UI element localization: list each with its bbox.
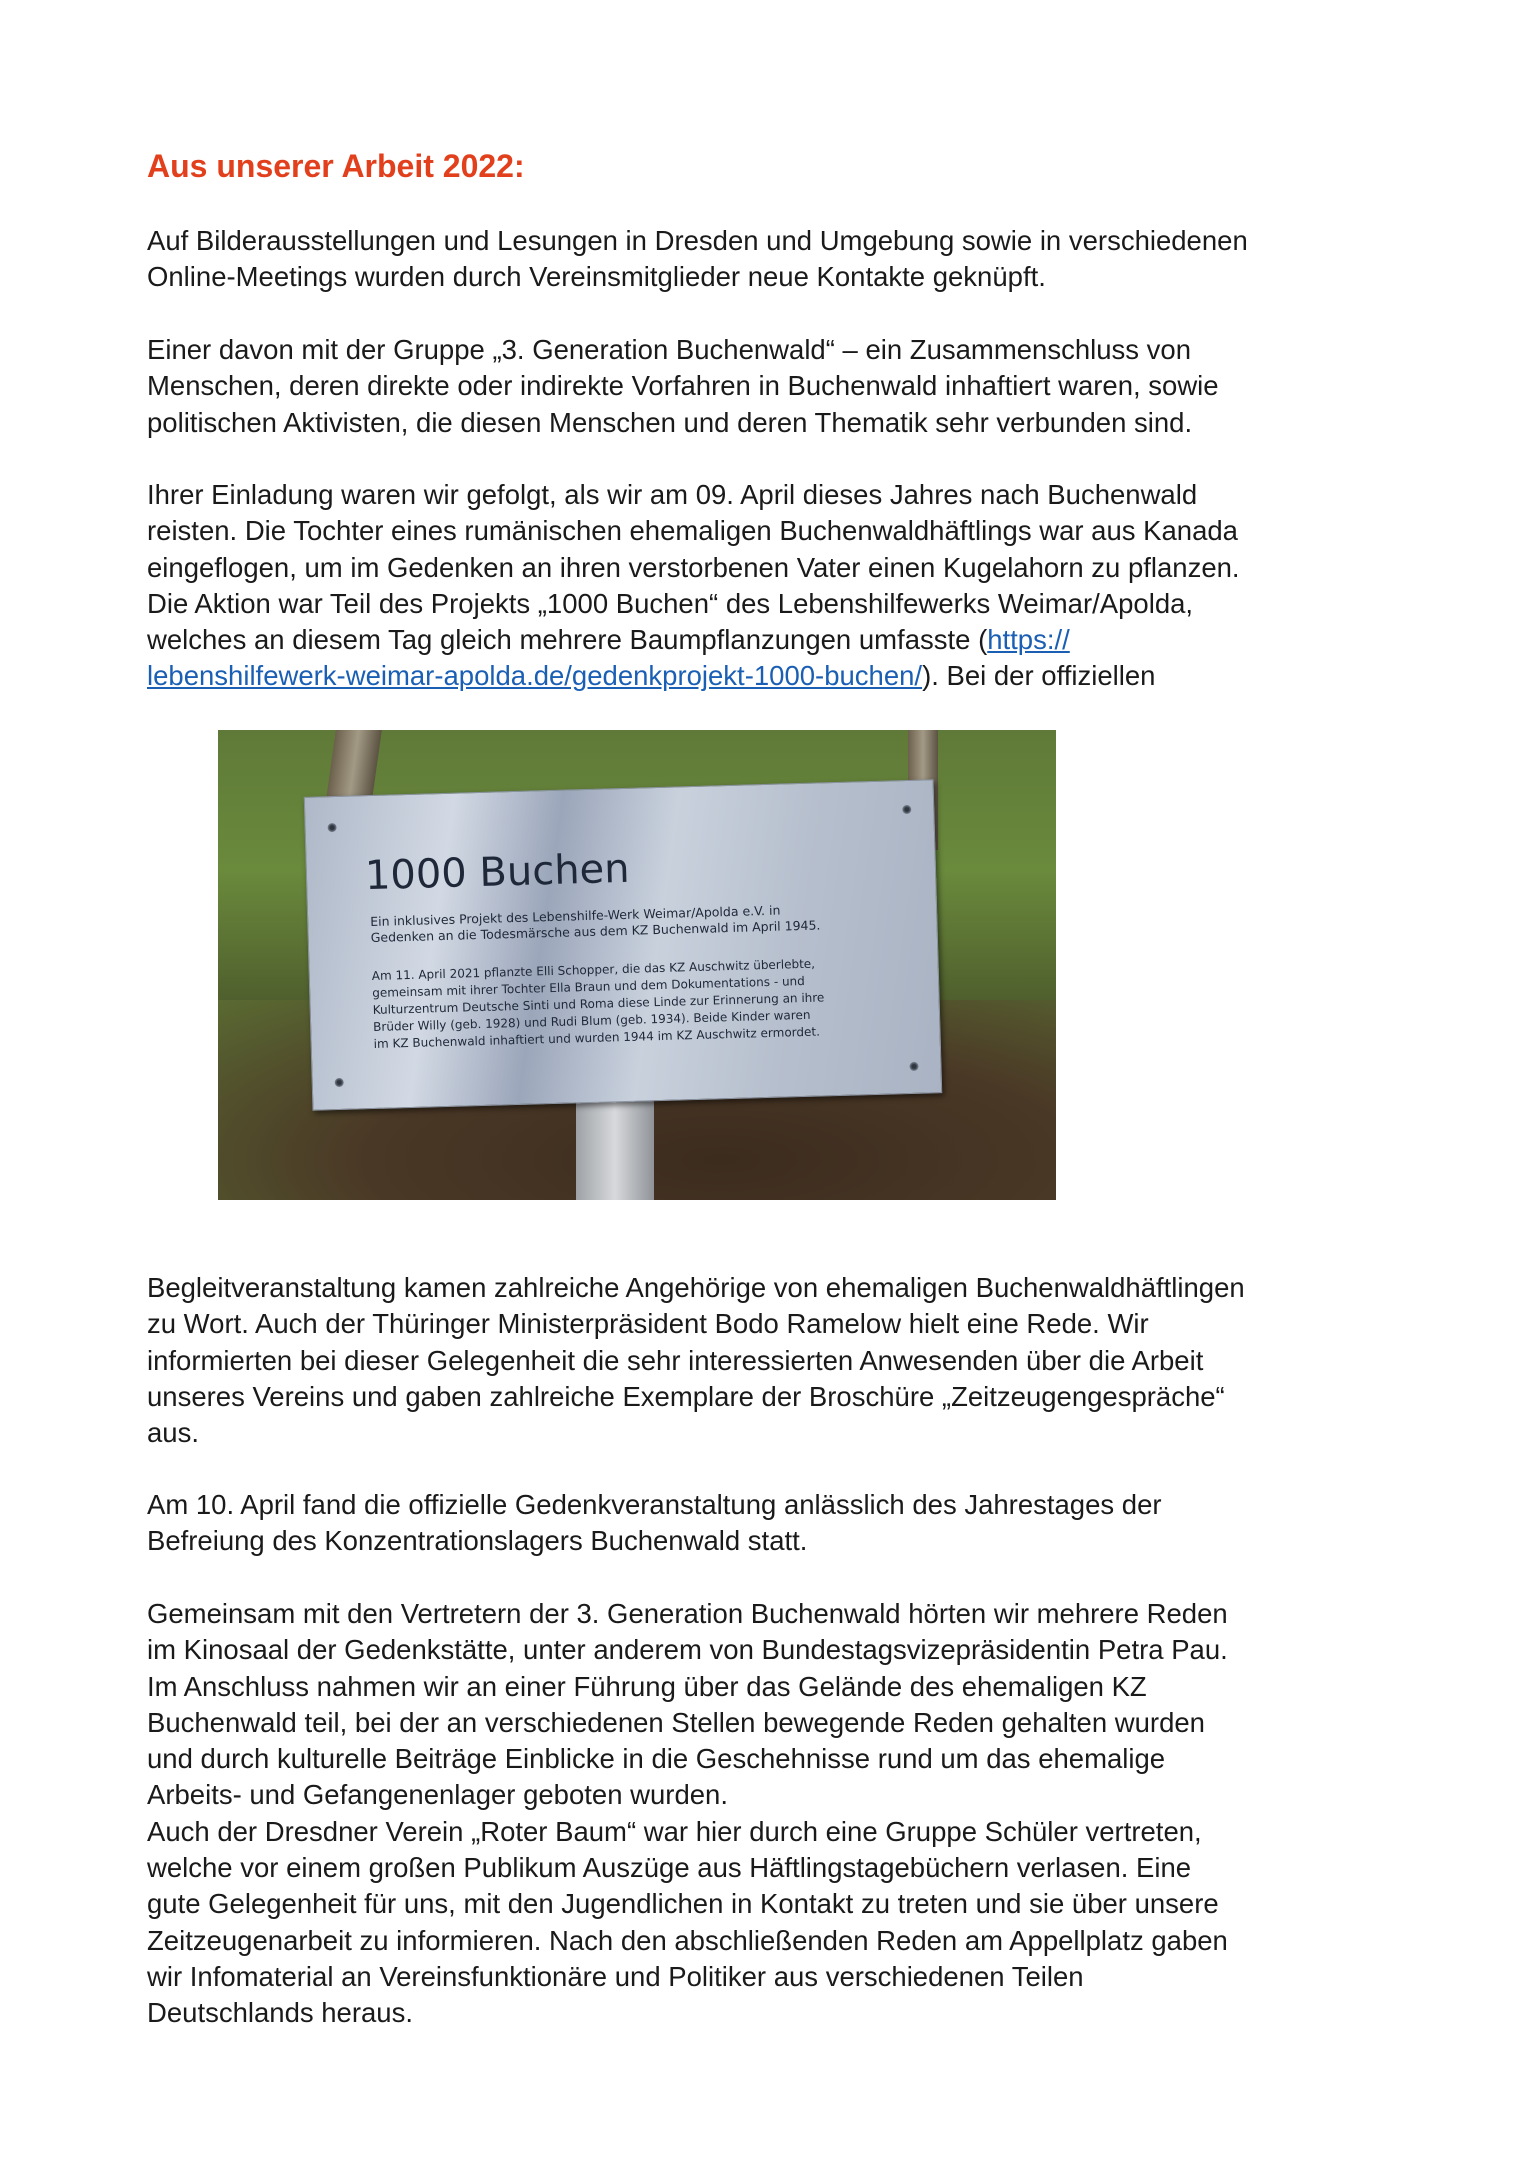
plaque-body: Am 11. April 2021 pflanzte Elli Schopper, die das KZ Auschwitz überlebte, gemeinsam mit ihrer Tochter Ella Braun und dem Dokumentations - und Kulturzentrum Deutsche Sinti und Roma diese Linde zur Erinnerung an ihre Brüder Willy (geb. 1928) und Rudi Blum (geb. 1934). Beide Kinder waren im KZ Buchenwald inhaftiert und wurden 1944 im KZ Auschwitz ermordet. [371, 956, 825, 1051]
screw-icon [909, 1062, 918, 1071]
paragraph-invitation [147, 477, 1487, 695]
screw-icon [902, 805, 911, 814]
page-heading: Aus unserer Arbeit 2022: [147, 148, 525, 184]
plaque-sign [304, 779, 943, 1110]
memorial-plaque-photo [218, 730, 1056, 1200]
paragraph-group: Einer davon mit der Gruppe „3. Generation Buchenwald“ – ein Zusammenschluss von Menschen, deren direkte oder indirekte Vorfahren in Buchenwald inhaftiert waren, sowie politischen Aktivisten, die diesen Menschen und deren Thematik sehr verbunden sind. [147, 334, 1219, 438]
paragraph-ceremony: Begleitveranstaltung kamen zahlreiche Angehörige von ehemaligen Buchenwaldhäftlingen zu Wort. Auch der Thüringer Ministerpräsident Bodo Ramelow hielt eine Rede. Wir informierten bei dieser Gelegenheit die sehr interessierten Anwesenden über die Arbeit unseres Vereins und gaben zahlreiche Exemplare der Broschüre „Zeitzeugengespräche“ aus. [147, 1272, 1245, 1449]
paragraph-contacts: Auf Bilderausstellungen und Lesungen in Dresden und Umgebung sowie in verschiedenen Online-Meetings wurden durch Vereinsmitglieder neue Kontakte geknüpft. [147, 225, 1248, 293]
screw-icon [327, 823, 336, 832]
plaque-title: 1000 Buchen [364, 845, 631, 900]
paragraph-commemoration: Am 10. April fand die offizielle Gedenkveranstaltung anlässlich des Jahrestages der Befreiung des Konzentrationslagers Buchenwald statt. [147, 1489, 1162, 1557]
project-link[interactable]: https:// lebenshilfewerk-weimar-apolda.de/gedenkprojekt-1000-buchen/ [147, 624, 1070, 692]
paragraph-invitation-text: Ihrer Einladung waren wir gefolgt, als wir am 09. April dieses Jahres nach Buchenwald reisten. Die Tochter eines rumänischen ehemaligen Buchenwaldhäftlings war aus Kanada eingeflogen, um im Gedenken an ihren verstorbenen Vater einen Kugelahorn zu pflanzen. Die Aktion war Teil des Projekts „1000 Buchen“ des Lebenshilfewerks Weimar/Apolda, welches an diesem Tag gleich mehrere Baumpflanzungen umfasste ( [147, 479, 1240, 656]
plaque-subtitle: Ein inklusives Projekt des Lebenshilfe-Werk Weimar/Apolda e.V. in Gedenken an die Todesmärsche aus dem KZ Buchenwald im April 1945. [370, 902, 821, 946]
screw-icon [335, 1078, 344, 1087]
plaque-post [576, 1100, 654, 1200]
paragraph-tour: Gemeinsam mit den Vertretern der 3. Generation Buchenwald hörten wir mehrere Reden im Kinosaal der Gedenkstätte, unter anderem von Bundestagsvizepräsidentin Petra Pau. Im Anschluss nahmen wir an einer Führung über das Gelände des ehemaligen KZ Buchenwald teil, bei der an verschiedenen Stellen bewegende Reden gehalten wurden und durch kulturelle Beiträge Einblicke in die Geschehnisse rund um das ehemalige Arbeits- und Gefangenenlager geboten wurden. Auch der Dresdner Verein „Roter Baum“ war hier durch eine Gruppe Schüler vertreten, welche vor einem großen Publikum Auszüge aus Häftlingstagebüchern verlasen. Eine gute Gelegenheit für uns, mit den Jugendlichen in Kontakt zu treten und sie über unsere Zeitzeugenarbeit zu informieren. Nach den abschließenden Reden am Appellplatz gaben wir Infomaterial an Vereinsfunktionäre und Politiker aus verschiedenen Teilen Deutschlands heraus. [147, 1598, 1228, 2029]
paragraph-invitation-tail: ). Bei der offiziellen [922, 660, 1156, 692]
